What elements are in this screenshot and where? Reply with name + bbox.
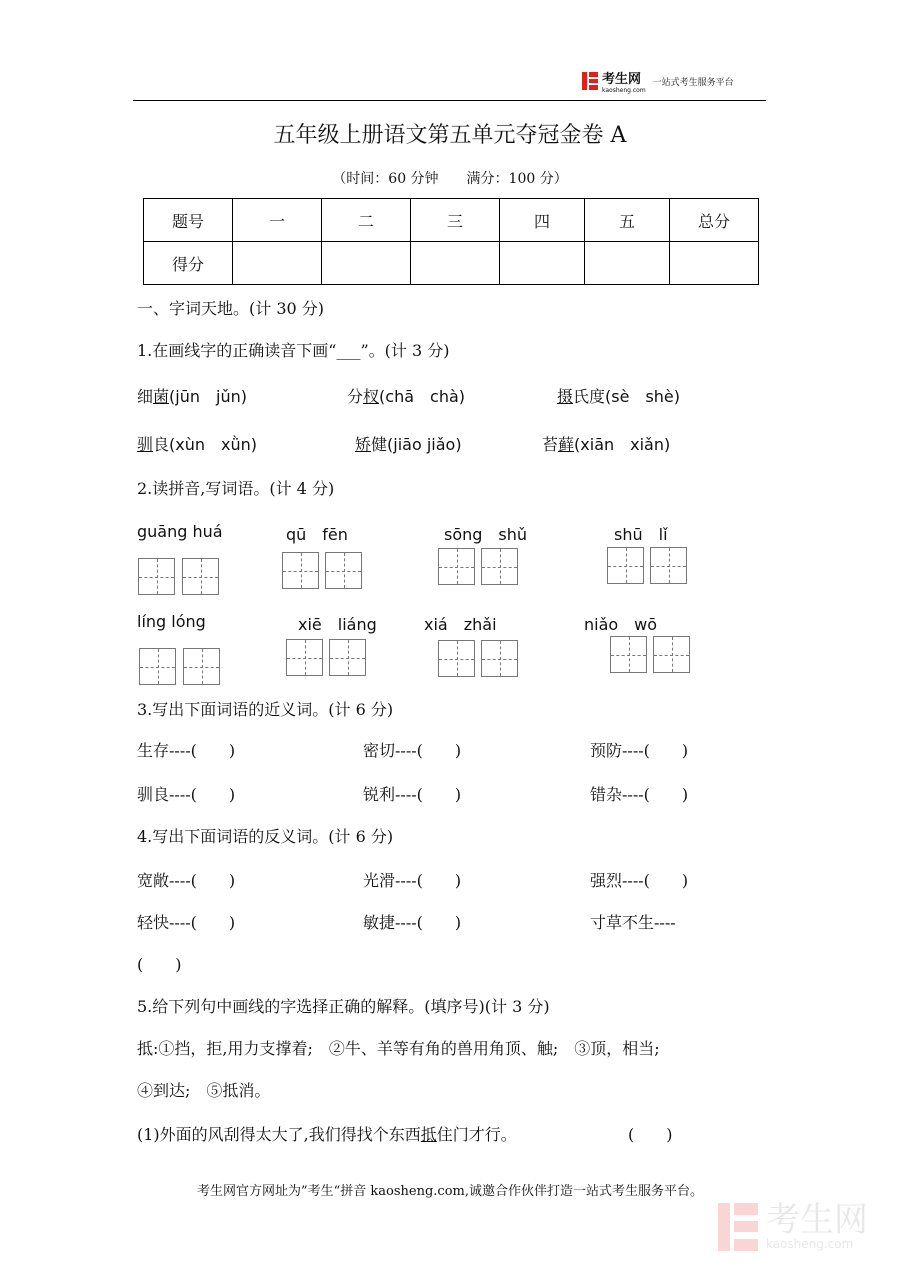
writing-box[interactable]	[438, 640, 475, 677]
table-row	[144, 199, 759, 242]
table-header: 总分	[670, 199, 759, 242]
footer-text: 考生网官方网址为”考生“拼音 kaosheng.com,诚邀合作伙伴打造一站式考生服务平台。	[196, 1184, 703, 1199]
writing-box[interactable]	[329, 639, 366, 676]
pinyin-prompt: guāng huá	[137, 522, 223, 541]
synonym-item[interactable]: 锐利----( )	[363, 785, 462, 804]
writing-box[interactable]	[183, 648, 220, 685]
definition-list: ④到达; ⑤抵消。	[137, 1081, 271, 1100]
antonym-item[interactable]: 强烈----( )	[590, 871, 689, 890]
question-title: 3.写出下面词语的近义词。(计 6 分)	[137, 700, 394, 719]
watermark-domain: kaosheng.com	[766, 1237, 854, 1251]
writing-box[interactable]	[481, 640, 518, 677]
score-cell[interactable]	[411, 242, 500, 285]
table-header: 五	[585, 199, 670, 242]
logo-slogan: 一站式考生服务平台	[652, 77, 734, 88]
writing-box[interactable]	[138, 558, 175, 595]
question-title: 5.给下列句中画线的字选择正确的解释。(填序号)(计 3 分)	[137, 997, 550, 1016]
definition-list: 抵:①挡，拒,用力支撑着; ②牛、羊等有角的兽用角顶、触; ③顶，相当;	[137, 1039, 660, 1058]
score-table	[143, 198, 759, 285]
question-title: 1.在画线字的正确读音下画“___”。(计 3 分)	[137, 341, 450, 360]
synonym-item[interactable]: 驯良----( )	[137, 785, 236, 804]
exam-info: （时间：60 分钟 满分：100 分）	[332, 171, 568, 187]
score-cell[interactable]	[500, 242, 585, 285]
synonym-item[interactable]: 错杂----( )	[590, 785, 689, 804]
writing-box[interactable]	[481, 548, 518, 585]
antonym-item[interactable]: 宽敞----( )	[137, 871, 236, 890]
q1-item: 分杈(chā chà)	[347, 387, 466, 406]
score-cell[interactable]	[322, 242, 411, 285]
writing-box[interactable]	[650, 547, 687, 584]
site-logo	[582, 68, 734, 94]
logo-domain: kaosheng.com	[602, 87, 646, 94]
watermark	[718, 1200, 868, 1251]
pinyin-prompt: xiē liáng	[298, 615, 377, 634]
score-cell[interactable]	[233, 242, 322, 285]
logo-icon	[582, 72, 598, 90]
writing-box[interactable]	[653, 636, 690, 673]
writing-box[interactable]	[182, 558, 219, 595]
row-label: 得分	[144, 242, 233, 285]
pinyin-prompt: shū lǐ	[614, 525, 668, 544]
watermark-logo-icon	[718, 1203, 758, 1251]
antonym-item[interactable]: 轻快----( )	[137, 913, 236, 932]
watermark-brand: 考生网	[766, 1200, 868, 1240]
table-header: 二	[322, 199, 411, 242]
antonym-item[interactable]: 寸草不生----	[590, 913, 676, 932]
writing-box[interactable]	[610, 636, 647, 673]
q1-item: 矫健(jiāo jiǎo)	[355, 435, 462, 454]
q1-item: 细菌(jūn jǔn)	[137, 387, 247, 406]
table-header: 四	[500, 199, 585, 242]
synonym-item[interactable]: 生存----( )	[137, 741, 236, 760]
question-title: 2.读拼音,写词语。(计 4 分)	[137, 479, 335, 498]
pinyin-prompt: líng lóng	[137, 612, 206, 631]
table-header: 三	[411, 199, 500, 242]
pinyin-prompt: niǎo wō	[584, 615, 658, 634]
writing-box[interactable]	[282, 552, 319, 589]
q1-item: 摄氏度(sè shè)	[557, 387, 681, 406]
table-header: 题号	[144, 199, 233, 242]
writing-box[interactable]	[607, 547, 644, 584]
q5-sentence: (1)外面的风刮得太大了,我们得找个东西抵住门才行。	[137, 1125, 517, 1144]
question-title: 4.写出下面词语的反义词。(计 6 分)	[137, 827, 394, 846]
synonym-item[interactable]: 预防----( )	[590, 741, 689, 760]
q1-item: 苔藓(xiān xiǎn)	[542, 435, 671, 454]
pinyin-prompt: xiá zhǎi	[424, 615, 497, 634]
table-row	[144, 242, 759, 285]
writing-box[interactable]	[438, 548, 475, 585]
synonym-item[interactable]: 密切----( )	[363, 741, 462, 760]
q1-item: 驯良(xùn xǜn)	[137, 435, 258, 454]
pinyin-prompt: sōng shǔ	[444, 525, 528, 544]
score-cell[interactable]	[670, 242, 759, 285]
writing-box[interactable]	[139, 648, 176, 685]
logo-brand: 考生网	[602, 72, 642, 87]
antonym-item[interactable]: 光滑----( )	[363, 871, 462, 890]
writing-box[interactable]	[325, 552, 362, 589]
antonym-item[interactable]: 敏捷----( )	[363, 913, 462, 932]
pinyin-prompt: qū fēn	[286, 525, 348, 544]
antonym-blank[interactable]: ( )	[137, 955, 182, 974]
answer-blank[interactable]: ( )	[628, 1125, 673, 1144]
section-heading: 一、字词天地。(计 30 分)	[137, 299, 325, 318]
page-title: 五年级上册语文第五单元夺冠金卷 A	[273, 123, 627, 148]
header-rule	[133, 100, 766, 101]
score-cell[interactable]	[585, 242, 670, 285]
table-header: 一	[233, 199, 322, 242]
writing-box[interactable]	[286, 639, 323, 676]
